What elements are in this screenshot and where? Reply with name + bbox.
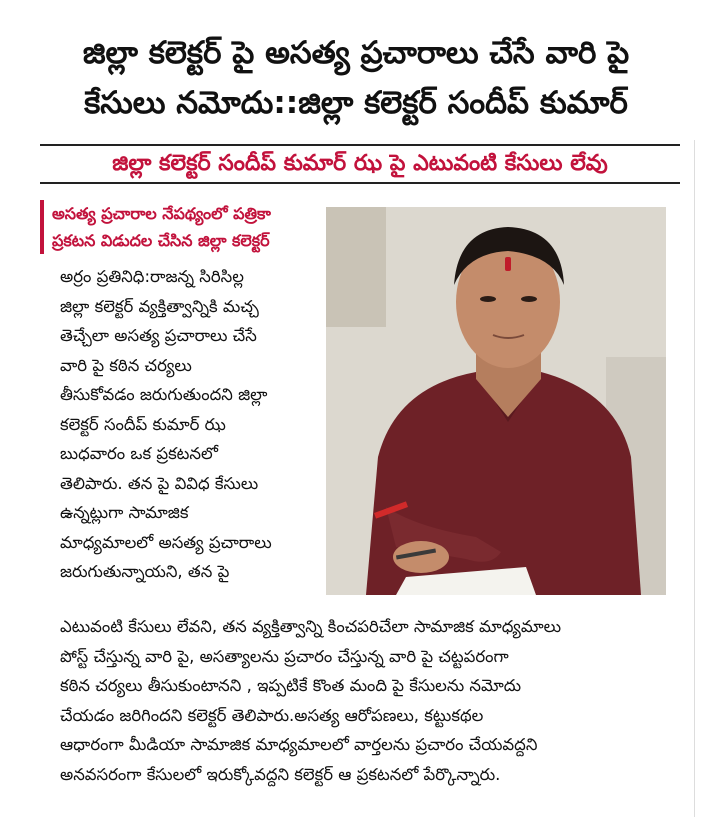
deck-line-1: అసత్య ప్రచారాల నేపథ్యంలో పత్రికా — [52, 204, 271, 223]
body-line: ఉన్నట్లుగా సామాజిక — [60, 503, 189, 522]
body-line: ఎటువంటి కేసులు లేవని, తన వ్యక్తిత్వాన్ని కించపరిచేలా సామాజిక మాధ్యమాలు — [60, 617, 562, 636]
body-line: మాధ్యమాలలో అసత్య ప్రచారాలు — [60, 532, 272, 552]
deck — [40, 200, 320, 254]
column-divider — [694, 140, 695, 817]
body-line: అర్రం ప్రతినిధి:రాజన్న సిరిసిల్ల — [60, 267, 244, 286]
body-line: బుధవారం ఒక ప్రకటనలో — [60, 444, 218, 463]
body-line: తెలిపారు. తన పై వివిధ కేసులు — [60, 473, 259, 493]
body-line: తీసుకోవడం జరుగుతుందని జిల్లా — [60, 385, 268, 404]
headline — [0, 28, 712, 128]
body-line: కఠిన చర్యలు తీసుకుంటానని , ఇప్పటికే కొంత మంది పై కేసులను నమోదు — [60, 676, 522, 695]
body-line: పోస్ట్ చేస్తున్న వారి పై, అసత్యాలను ప్రచారం చేస్తున్న వారి పై చట్టపరంగా — [60, 646, 509, 666]
body-line: జిల్లా కలెక్టర్ వ్యక్తిత్వాన్నికి మచ్చ — [60, 296, 259, 316]
article-wide-text — [60, 612, 666, 789]
headline-line-1: జిల్లా కలెక్టర్ పై అసత్య ప్రచారాలు చేసే వారి పై — [82, 35, 630, 71]
body-line: కలెక్టర్ సందీప్ కుమార్ ఝ — [60, 414, 226, 434]
article-column-text — [60, 262, 322, 587]
body-line: తెచ్చేలా అసత్య ప్రచారాలు చేసే — [60, 326, 257, 345]
body-line: ఆధారంగా మీడియా సామాజిక మాధ్యమాలలో వార్తలను ప్రచారం చేయవద్దని — [60, 735, 538, 754]
deck-line-2: ప్రకటన విడుదల చేసిన జిల్లా కలెక్టర్ — [52, 231, 270, 250]
body-line: వారి పై కఠిన చర్యలు — [60, 355, 192, 375]
subheadline — [40, 144, 680, 184]
person-portrait-icon — [326, 207, 666, 595]
body-line: అనవసరంగా కేసులలో ఇరుక్కోవద్దని కలెక్టర్ ఆ ప్రకటనలో పేర్కొన్నారు. — [60, 764, 501, 784]
headline-line-2: కేసులు నమోదు::జిల్లా కలెక్టర్ సందీప్ కుమార్ — [84, 85, 628, 121]
body-line: జరుగుతున్నాయని, తన పై — [60, 562, 230, 581]
body-line: చేయడం జరిగిందని కలెక్టర్ తెలిపారు.అసత్య ఆరోపణలు, కట్టుకథల — [60, 705, 484, 725]
collector-photo — [326, 207, 666, 595]
subheadline-text: జిల్లా కలెక్టర్ సందీప్ కుమార్ ఝ పై ఎటువంటి కేసులు లేవు — [112, 151, 608, 176]
